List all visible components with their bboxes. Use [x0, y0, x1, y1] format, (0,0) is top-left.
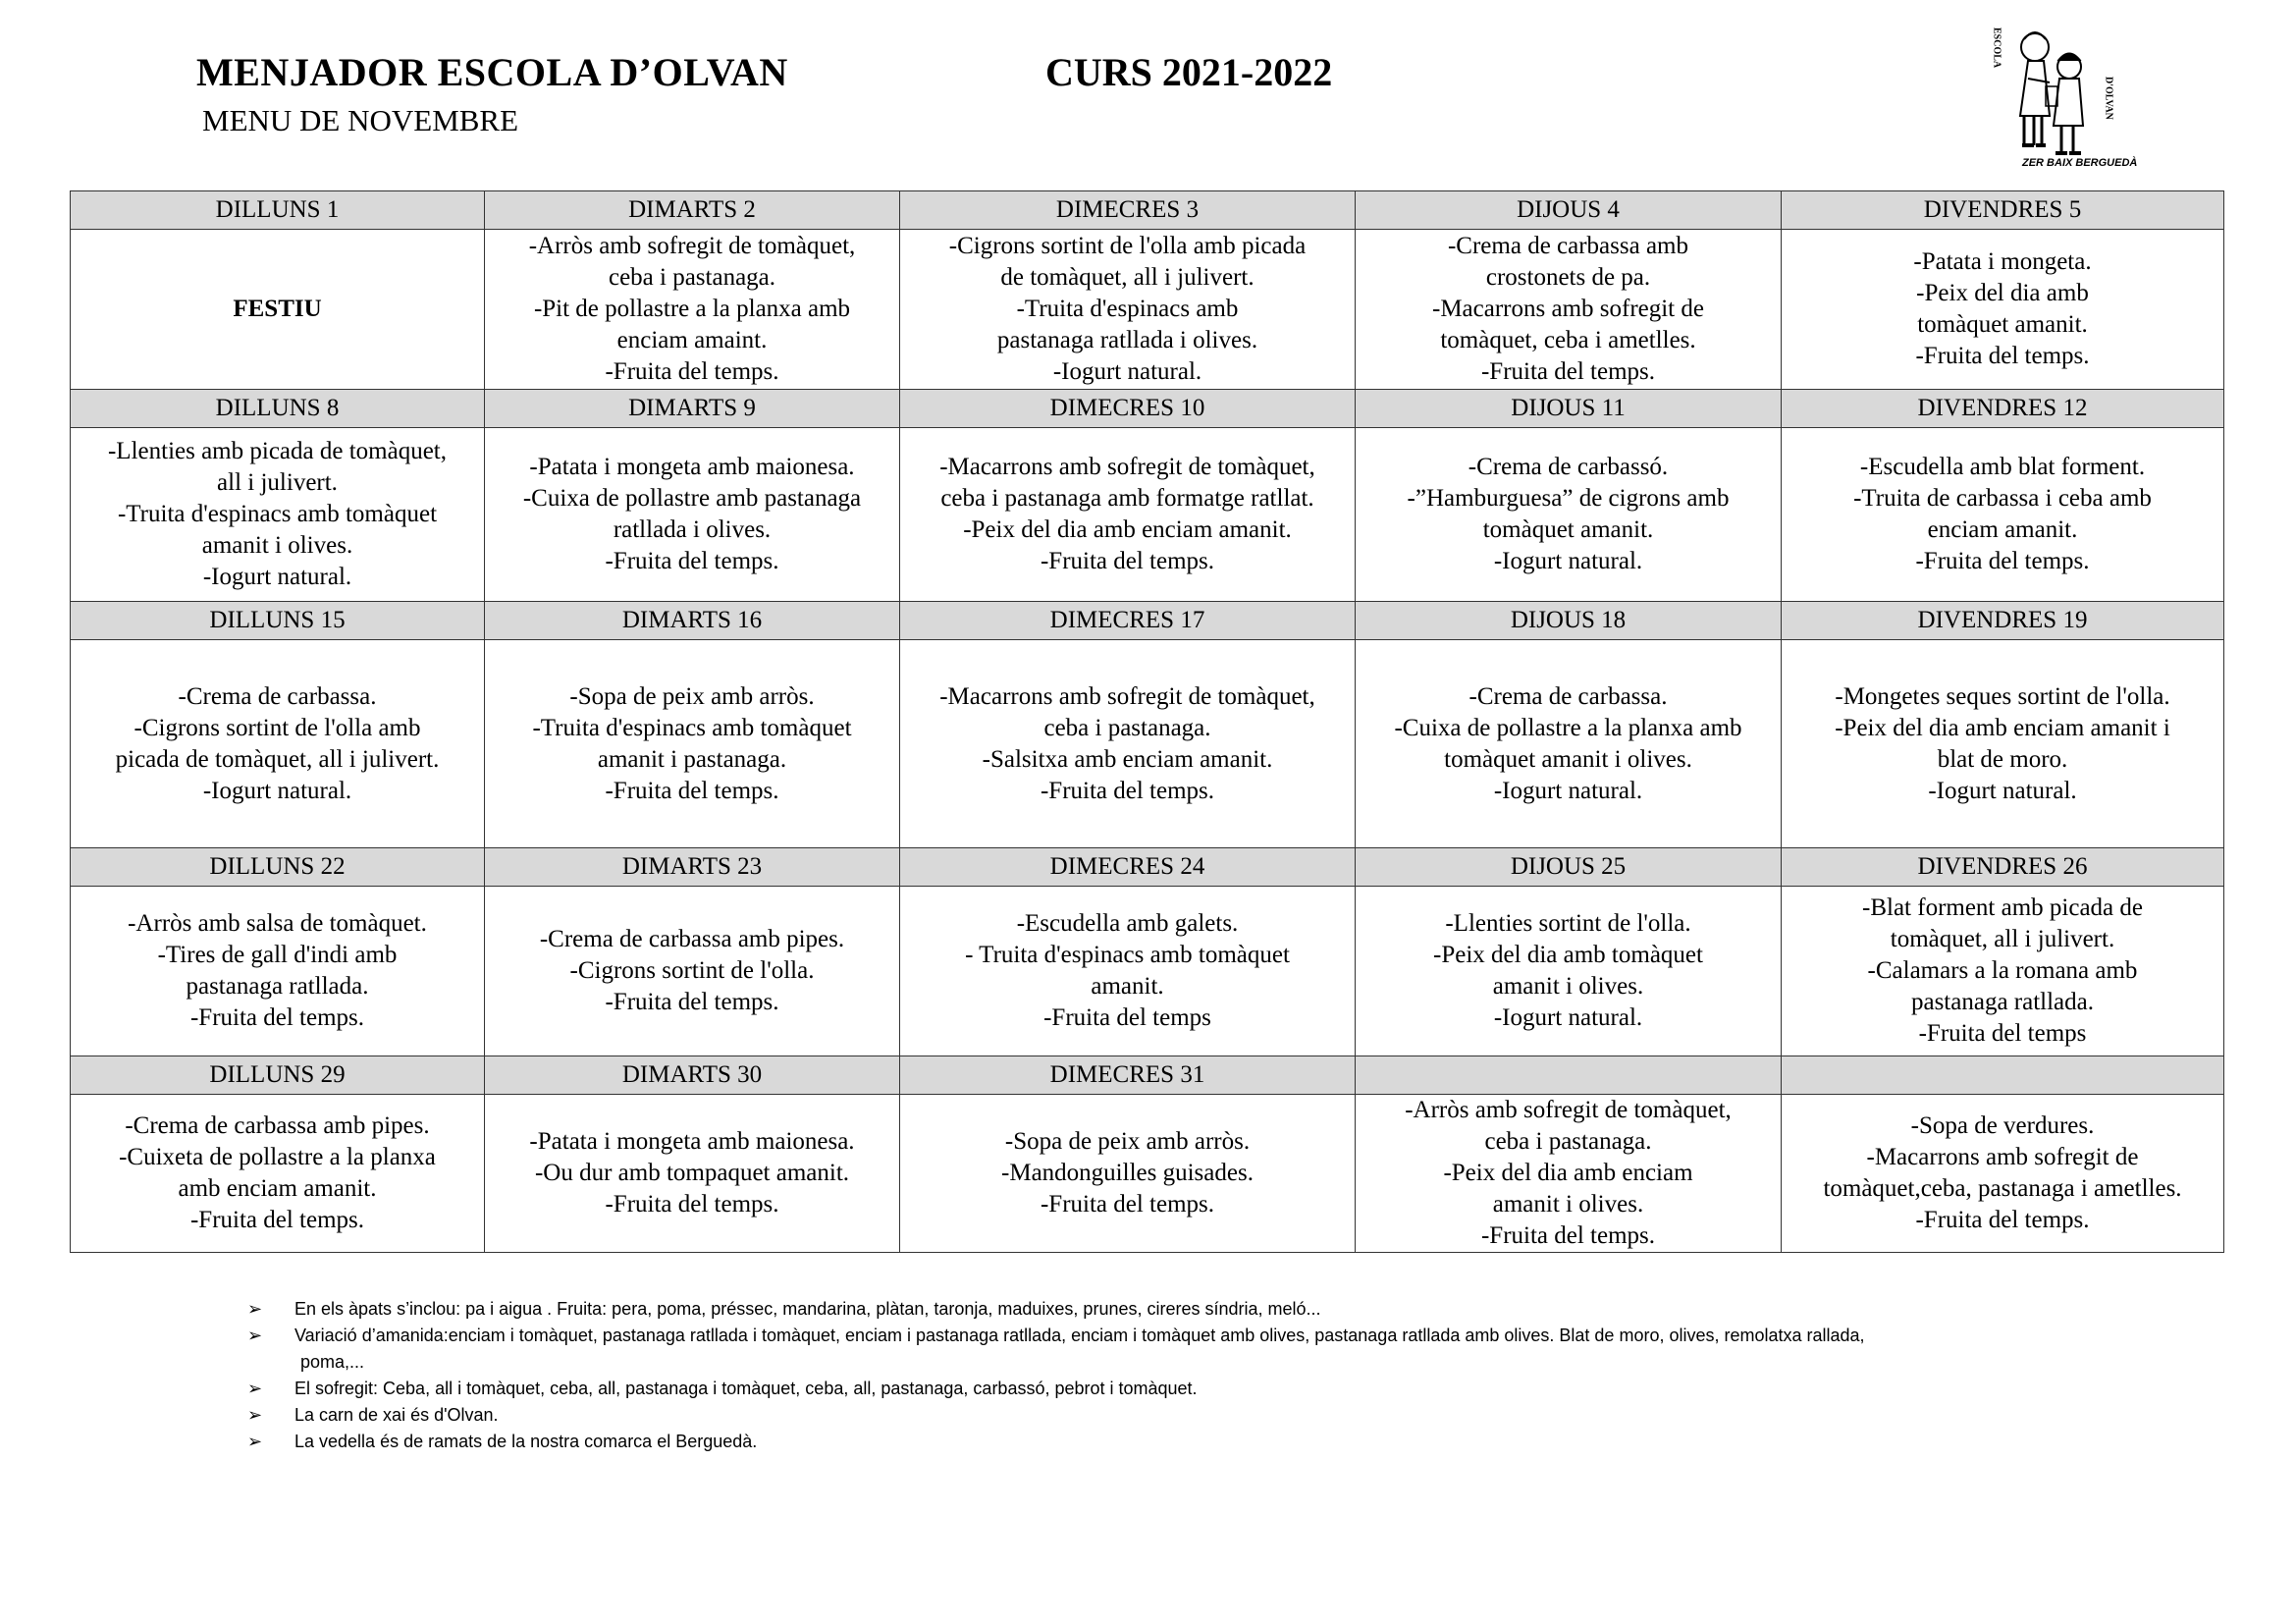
menu-item-line: crostonets de pa. [1485, 264, 1651, 291]
day-header: DILLUNS 29 [71, 1056, 485, 1095]
menu-item-line: -Arròs amb sofregit de tomàquet, [1405, 1097, 1732, 1123]
menu-item-line: ratllada i olives. [613, 516, 772, 543]
logo-vertical-text-right: D'OLVAN [2103, 77, 2114, 120]
menu-item-line: -Mongetes seques sortint de l'olla. [1835, 682, 2170, 710]
menu-item-line: enciam amaint. [616, 327, 768, 353]
week-header-row [71, 1056, 2224, 1095]
week-menu-row [71, 1095, 2224, 1253]
menu-item-line: amanit i pastanaga. [597, 745, 787, 773]
menu-item-line: pastanaga ratllada. [1910, 989, 2094, 1015]
week-header-row [71, 390, 2224, 428]
day-header [1356, 1056, 1782, 1095]
menu-item-line: -Cigrons sortint de l'olla amb [133, 714, 421, 741]
day-menu-cell [1356, 1095, 1782, 1253]
arrow-bullet-icon: ➢ [247, 1405, 263, 1425]
note-text: El sofregit: Ceba, all i tomàquet, ceba, all, pastanaga i tomàquet, ceba, all, pastanaga, carbassó, pebrot i tomàquet. [294, 1379, 1198, 1398]
week-menu-row [71, 230, 2224, 390]
menu-item-line: -Calamars a la romana amb [1867, 957, 2138, 984]
day-header: DILLUNS 22 [71, 848, 485, 887]
logo-caption: ZER BAIX BERGUEDÀ [2022, 157, 2138, 169]
note-item [236, 1402, 2160, 1429]
week-header-row [71, 191, 2224, 230]
day-header: DILLUNS 15 [71, 602, 485, 640]
day-header: DIJOUS 25 [1356, 848, 1782, 887]
menu-item-line: -Crema de carbassa amb pipes. [125, 1112, 430, 1139]
menu-item-line: -Crema de carbassa. [178, 682, 377, 710]
menu-item-line: -Fruita del temps. [1480, 358, 1656, 385]
menu-item-line: -Fruita del temps. [605, 358, 779, 385]
menu-item-line: tomàquet amanit. [1917, 311, 2088, 338]
menu-item-line: tomàquet,ceba, pastanaga i ametlles. [1823, 1175, 2182, 1202]
menu-item-line: tomàquet, ceba i ametlles. [1440, 327, 1696, 353]
arrow-bullet-icon: ➢ [247, 1432, 263, 1451]
menu-item-line: -Fruita del temps. [605, 1191, 779, 1218]
day-menu-cell [485, 887, 900, 1056]
menu-item-line: -Mandonguilles guisades. [1001, 1160, 1254, 1186]
menu-item-line: -Fruita del temps. [1040, 1191, 1215, 1218]
day-menu-cell [485, 640, 900, 848]
menu-item-line: -Macarrons amb sofregit de [1432, 296, 1704, 322]
menu-item-line: -Sopa de verdures. [1910, 1112, 2095, 1139]
menu-item-line: -Tires de gall d'indi amb [157, 942, 398, 968]
menu-item-line: -Arròs amb salsa de tomàquet. [128, 910, 427, 937]
day-header: DIVENDRES 26 [1782, 848, 2224, 887]
menu-item-line: ceba i pastanaga. [1043, 714, 1211, 741]
menu-item-line: -Iogurt natural. [1493, 777, 1643, 804]
day-menu-cell [1782, 1095, 2224, 1253]
day-menu-cell [71, 640, 485, 848]
day-menu-cell [900, 1095, 1356, 1253]
menu-item-line: -Fruita del temps. [1480, 1222, 1656, 1249]
day-header: DIVENDRES 19 [1782, 602, 2224, 640]
menu-item-line: -Iogurt natural. [202, 777, 352, 804]
menu-item-line: picada de tomàquet, all i julivert. [115, 745, 440, 773]
menu-item-line: -Macarrons amb sofregit de [1866, 1144, 2139, 1170]
week-menu-row [71, 640, 2224, 848]
menu-item-line: de tomàquet, all i julivert. [1000, 264, 1255, 291]
day-header: DILLUNS 8 [71, 390, 485, 428]
menu-item-line: -Fruita del temps. [189, 1207, 365, 1233]
day-header: DIMARTS 30 [485, 1056, 900, 1095]
menu-item-line: -Peix del dia amb [1916, 280, 2089, 306]
note-item [236, 1429, 2160, 1455]
menu-item-line: -Crema de carbassó. [1468, 454, 1669, 480]
day-menu-cell [1356, 428, 1782, 602]
week-menu-row [71, 887, 2224, 1056]
day-menu-cell [1356, 230, 1782, 390]
menu-item-line: amanit i olives. [1492, 973, 1644, 1000]
day-menu-cell [485, 1095, 900, 1253]
school-logo [1991, 18, 2123, 175]
menu-item-line: -Peix del dia amb tomàquet [1433, 942, 1703, 968]
menu-item-line: blat de moro. [1937, 745, 2068, 773]
menu-item-line: pastanaga ratllada i olives. [996, 327, 1258, 353]
day-menu-cell [1782, 230, 2224, 390]
day-header: DIJOUS 18 [1356, 602, 1782, 640]
day-menu-cell [71, 1095, 485, 1253]
menu-item-line: -Fruita del temps. [189, 1004, 365, 1031]
day-header: DIMARTS 16 [485, 602, 900, 640]
menu-item-line: amanit i olives. [1492, 1191, 1644, 1218]
menu-item-line: -Iogurt natural. [202, 564, 352, 590]
menu-item-line: -Iogurt natural. [1493, 548, 1643, 574]
menu-item-line: -Macarrons amb sofregit de tomàquet, [939, 682, 1315, 710]
menu-item-line: -Cigrons sortint de l'olla. [569, 957, 815, 984]
menu-item-line: -Peix del dia amb enciam amanit. [963, 516, 1292, 543]
menu-item-line: -Fruita del temps [1043, 1004, 1211, 1031]
menu-item-line: -Ou dur amb tompaquet amanit. [534, 1160, 850, 1186]
menu-item-line: tomàquet amanit. [1482, 516, 1654, 543]
day-menu-cell [485, 428, 900, 602]
day-menu-cell [71, 230, 485, 390]
menu-item-line: -Fruita del temps. [1915, 1207, 2090, 1233]
day-header: DIMARTS 23 [485, 848, 900, 887]
day-header: DIJOUS 4 [1356, 191, 1782, 230]
menu-item-line: -Macarrons amb sofregit de tomàquet, [939, 454, 1315, 480]
menu-item-line: ceba i pastanaga. [608, 264, 776, 291]
note-item [236, 1323, 2160, 1376]
day-menu-cell [900, 428, 1356, 602]
note-text: La vedella és de ramats de la nostra comarca el Berguedà. [294, 1432, 758, 1451]
week-header-row [71, 602, 2224, 640]
menu-item-line: -Fruita del temps. [605, 777, 779, 804]
menu-item-line: -Patata i mongeta amb maionesa. [529, 454, 855, 480]
note-text: poma,... [300, 1352, 365, 1372]
menu-notes [236, 1296, 2160, 1455]
day-header: DIVENDRES 5 [1782, 191, 2224, 230]
day-menu-cell [1356, 887, 1782, 1056]
menu-item-line: -Llenties sortint de l'olla. [1445, 910, 1691, 937]
document-title: MENJADOR ESCOLA D’OLVAN [196, 50, 788, 94]
menu-item-line: amanit i olives. [201, 532, 353, 559]
arrow-bullet-icon: ➢ [247, 1326, 263, 1345]
menu-item-line: -Fruita del temps. [1915, 343, 2090, 369]
menu-item-line: all i julivert. [217, 469, 338, 496]
menu-item-line: enciam amanit. [1927, 516, 2078, 543]
day-menu-cell [485, 230, 900, 390]
day-header: DIMECRES 31 [900, 1056, 1356, 1095]
menu-item-line: -Sopa de peix amb arròs. [569, 682, 815, 710]
day-header: DIMARTS 9 [485, 390, 900, 428]
menu-item-line: -Pit de pollastre a la planxa amb [533, 296, 851, 322]
menu-item-line: -Patata i mongeta amb maionesa. [529, 1128, 855, 1155]
menu-item-line: -Truita d'espinacs amb tomàquet [117, 501, 438, 527]
day-header: DIVENDRES 12 [1782, 390, 2224, 428]
day-menu-cell [1782, 887, 2224, 1056]
menu-item-line: pastanaga ratllada. [186, 973, 369, 1000]
logo-vertical-text-left: ESCOLA [1991, 27, 2002, 69]
arrow-bullet-icon: ➢ [247, 1379, 263, 1398]
menu-item-line: ceba i pastanaga. [1484, 1128, 1652, 1155]
monthly-menu-table [70, 190, 2224, 1253]
menu-item-line: -”Hamburguesa” de cigrons amb [1407, 485, 1730, 512]
menu-item-line: tomàquet, all i julivert. [1890, 926, 2115, 952]
day-header: DIMARTS 2 [485, 191, 900, 230]
note-text: La carn de xai és d'Olvan. [294, 1405, 499, 1425]
arrow-bullet-icon: ➢ [247, 1299, 263, 1319]
note-item [236, 1376, 2160, 1402]
menu-item-line: amanit. [1091, 973, 1164, 1000]
day-header: DIMECRES 3 [900, 191, 1356, 230]
menu-item-line: -Peix del dia amb enciam [1443, 1160, 1693, 1186]
menu-item-line: -Iogurt natural. [1493, 1004, 1643, 1031]
menu-item-line: -Fruita del temps. [605, 989, 779, 1015]
menu-item-line: -Crema de carbassa. [1468, 682, 1668, 710]
day-menu-cell [900, 230, 1356, 390]
menu-item-line: -Crema de carbassa amb [1447, 233, 1689, 259]
day-menu-cell [71, 887, 485, 1056]
menu-item-line: -Escudella amb blat forment. [1859, 454, 2146, 480]
menu-item-line: -Cuixeta de pollastre a la planxa [119, 1144, 436, 1170]
course-year: CURS 2021-2022 [1045, 50, 1333, 94]
day-header: DIMECRES 24 [900, 848, 1356, 887]
day-menu-cell [900, 640, 1356, 848]
menu-item-line: -Peix del dia amb enciam amanit i [1835, 714, 2170, 741]
menu-item-line: -Salsitxa amb enciam amanit. [982, 745, 1273, 773]
day-menu-cell [1356, 640, 1782, 848]
day-header [1782, 1056, 2224, 1095]
day-header: DILLUNS 1 [71, 191, 485, 230]
day-header: DIJOUS 11 [1356, 390, 1782, 428]
week-menu-row [71, 428, 2224, 602]
menu-item-line: -Patata i mongeta. [1913, 248, 2092, 275]
menu-item-line: -Cuixa de pollastre a la planxa amb [1394, 714, 1742, 741]
menu-item-line: -Iogurt natural. [1052, 358, 1202, 385]
note-text: Variació d’amanida:enciam i tomàquet, pastanaga ratllada i tomàquet, enciam i pastanaga ratllada, enciam i tomàquet amb olives, pastanaga ratllada amb olives. Blat de moro, olives, remolatxa rallada, [294, 1326, 1865, 1345]
menu-month-subtitle: MENU DE NOVEMBRE [202, 103, 519, 137]
menu-item-line: -Arròs amb sofregit de tomàquet, [528, 233, 856, 259]
menu-item-line: -Fruita del temps. [605, 548, 779, 574]
day-menu-cell [1782, 428, 2224, 602]
day-menu-cell [71, 428, 485, 602]
menu-item-line: FESTIU [233, 296, 322, 322]
menu-item-line: -Truita de carbassa i ceba amb [1853, 485, 2152, 512]
menu-item-line: tomàquet amanit i olives. [1444, 745, 1692, 773]
menu-item-line: -Cuixa de pollastre amb pastanaga [522, 485, 862, 512]
menu-item-line: -Fruita del temps [1918, 1020, 2087, 1047]
menu-item-line: -Fruita del temps. [1040, 548, 1215, 574]
day-header: DIMECRES 10 [900, 390, 1356, 428]
menu-item-line: -Sopa de peix amb arròs. [1004, 1128, 1251, 1155]
menu-item-line: -Llenties amb picada de tomàquet, [107, 438, 447, 464]
menu-item-line: amb enciam amanit. [178, 1175, 377, 1202]
menu-item-line: -Cigrons sortint de l'olla amb picada [948, 233, 1307, 259]
day-header: DIMECRES 17 [900, 602, 1356, 640]
day-menu-cell [1782, 640, 2224, 848]
day-menu-cell [900, 887, 1356, 1056]
menu-item-line: - Truita d'espinacs amb tomàquet [965, 942, 1290, 968]
week-header-row [71, 848, 2224, 887]
menu-item-line: -Truita d'espinacs amb [1016, 296, 1239, 322]
menu-item-line: -Crema de carbassa amb pipes. [539, 926, 845, 952]
menu-item-line: -Truita d'espinacs amb tomàquet [532, 714, 852, 741]
menu-item-line: ceba i pastanaga amb formatge ratllat. [940, 485, 1314, 512]
menu-item-line: -Fruita del temps. [1915, 548, 2090, 574]
note-text: En els àpats s’inclou: pa i aigua . Fruita: pera, poma, préssec, mandarina, plàtan, taronja, maduixes, prunes, cireres síndria, meló... [294, 1299, 1321, 1319]
menu-item-line: -Iogurt natural. [1928, 777, 2077, 804]
note-item [236, 1296, 2160, 1323]
menu-item-line: -Fruita del temps. [1040, 777, 1215, 804]
menu-item-line: -Escudella amb galets. [1016, 910, 1239, 937]
menu-item-line: -Blat forment amb picada de [1862, 894, 2143, 921]
